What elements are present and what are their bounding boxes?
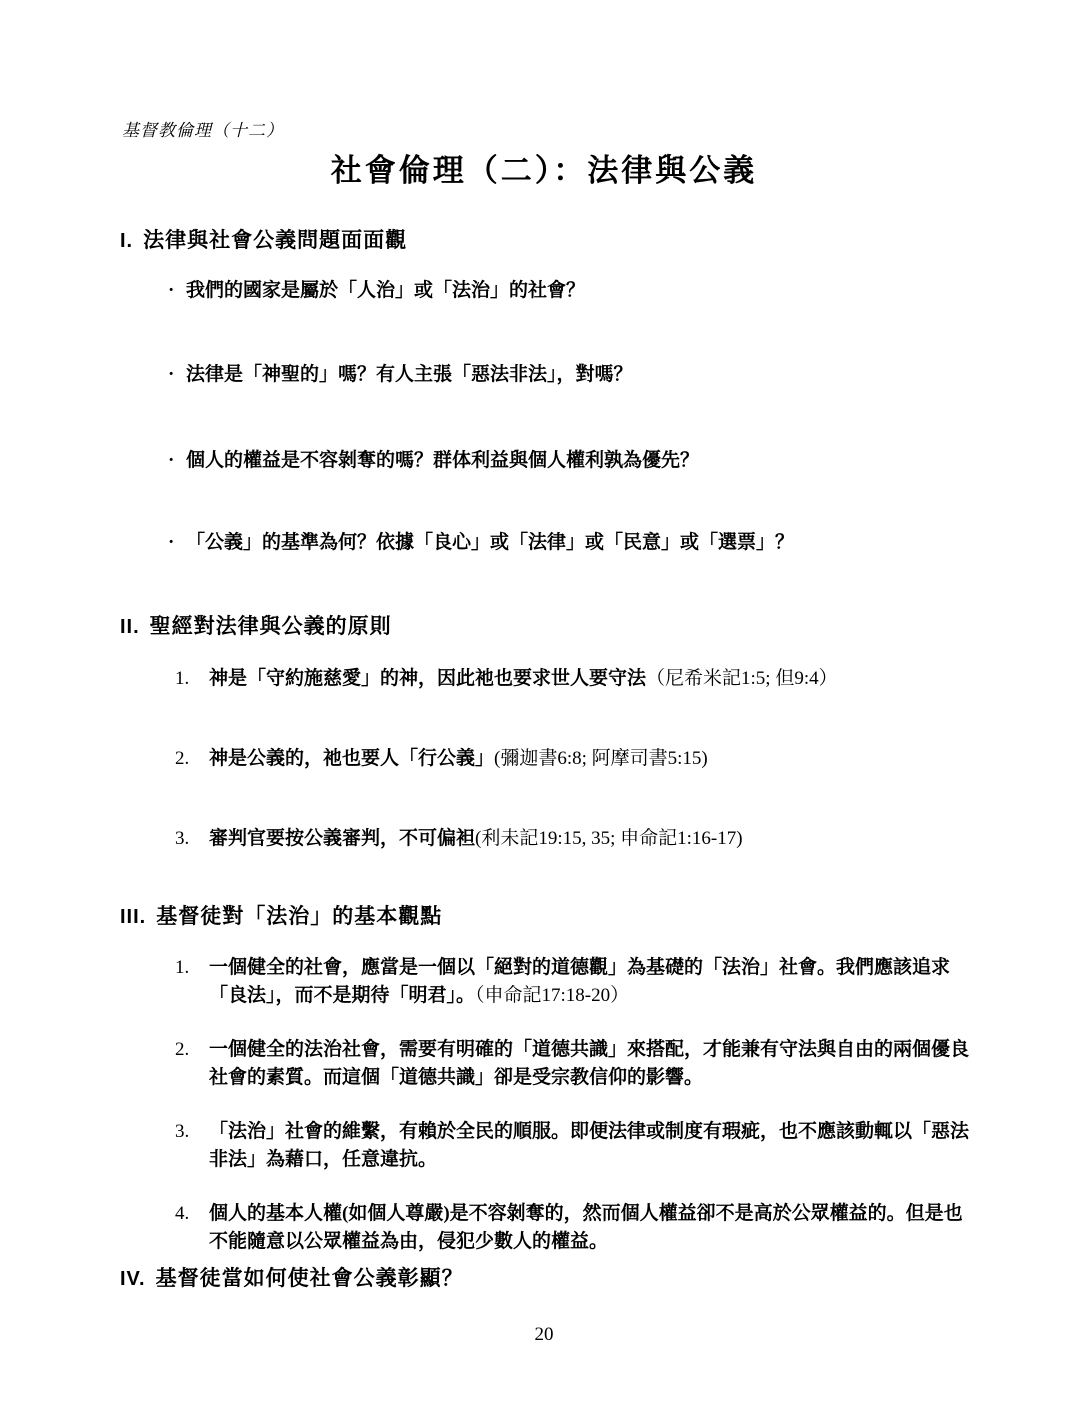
- bullet-item: [168, 530, 1088, 556]
- scripture-ref: (利未記19:15, 35; 申命記1:16-17): [475, 828, 743, 849]
- page-title: 社會倫理（二）：法律與公義: [330, 153, 758, 188]
- section-label-3: III.: [120, 906, 147, 928]
- section-heading-2: [120, 610, 1088, 640]
- section-2-items: [175, 666, 1088, 852]
- section-heading-3: [120, 900, 1088, 930]
- bullet-dot: ·: [168, 450, 175, 471]
- item-text: 「法治」社會的維繫，有賴於全民的順服。即便法律或制度有瑕疵，也不應該動輒以「惡法非法」為藉口，任意違抗。: [209, 1121, 970, 1170]
- list-item: [175, 746, 1088, 772]
- section-1-bullets: [168, 278, 1088, 556]
- bullet-text: 法律是「神聖的」嗎？有人主張「惡法非法」，對嗎？: [186, 364, 633, 385]
- item-number: 1.: [175, 957, 190, 978]
- bullet-item: [168, 448, 1088, 474]
- item-body: [209, 1036, 979, 1092]
- scripture-ref: （尼希米記1:5; 但9:4）: [646, 668, 838, 689]
- section-title-3: 基督徒對「法治」的基本觀點: [156, 904, 443, 928]
- list-item: [175, 666, 1088, 692]
- item-number: 2.: [175, 1039, 190, 1060]
- item-text: 一個健全的社會，應當是一個以「絕對的道德觀」為基礎的「法治」社會。我們應該追求「良法」，而不是期待「明君」。: [209, 957, 951, 1006]
- section-heading-4: [120, 1262, 1088, 1292]
- section-title-4: 基督徒當如何使社會公義彰顯？: [155, 1266, 464, 1290]
- list-item: [175, 826, 1088, 852]
- list-item: [175, 1118, 1088, 1174]
- bullet-text: 我們的國家是屬於「人治」或「法治」的社會？: [186, 280, 586, 301]
- list-item: [175, 954, 1088, 1010]
- item-text: 神是「守約施慈愛」的神，因此祂也要求世人要守法: [209, 668, 647, 689]
- bullet-dot: ·: [168, 280, 175, 301]
- item-text: 神是公義的，祂也要人「行公義」: [209, 748, 495, 769]
- section-label-1: I.: [120, 230, 134, 252]
- item-number: 3.: [175, 1121, 190, 1142]
- item-text: 審判官要按公義審判，不可偏袒: [209, 828, 476, 849]
- item-number: 2.: [175, 748, 190, 769]
- item-body: [209, 666, 979, 692]
- item-number: 3.: [175, 828, 190, 849]
- bullet-text: 「公義」的基準為何？依據「良心」或「法律」或「民意」或「選票」？: [186, 532, 795, 553]
- bullet-text: 個人的權益是不容剝奪的嗎？群体利益與個人權利孰為優先？: [186, 450, 700, 471]
- course-header: 基督教倫理（十二）: [122, 121, 284, 140]
- item-body: [209, 1200, 979, 1256]
- scripture-ref: （申命記17:18-20）: [475, 985, 630, 1006]
- item-body: [209, 826, 979, 852]
- section-title-2: 聖經對法律與公義的原則: [149, 614, 392, 638]
- item-body: [209, 954, 979, 1010]
- item-text: 個人的基本人權(如個人尊嚴)是不容剝奪的，然而個人權益卻不是高於公眾權益的。但是也不能隨意以公眾權益為由，侵犯少數人的權益。: [209, 1203, 963, 1252]
- item-number: 1.: [175, 668, 190, 689]
- bullet-item: [168, 362, 1088, 388]
- section-heading-1: [120, 224, 1088, 254]
- bullet-dot: ·: [168, 532, 175, 553]
- section-label-4: IV.: [120, 1268, 146, 1290]
- item-body: [209, 746, 979, 772]
- bullet-item: [168, 278, 1088, 304]
- page-number: 20: [534, 1324, 554, 1345]
- list-item: [175, 1036, 1088, 1092]
- section-3-items: [175, 954, 1088, 1256]
- list-item: [175, 1200, 1088, 1256]
- scripture-ref: (彌迦書6:8; 阿摩司書5:15): [494, 748, 708, 769]
- section-title-1: 法律與社會公義問題面面觀: [143, 228, 408, 252]
- section-label-2: II.: [120, 616, 140, 638]
- bullet-dot: ·: [168, 364, 175, 385]
- item-number: 4.: [175, 1203, 190, 1224]
- item-text: 一個健全的法治社會，需要有明確的「道德共識」來搭配，才能兼有守法與自由的兩個優良社會的素質。而這個「道德共識」卻是受宗教信仰的影響。: [209, 1039, 970, 1088]
- item-body: [209, 1118, 979, 1174]
